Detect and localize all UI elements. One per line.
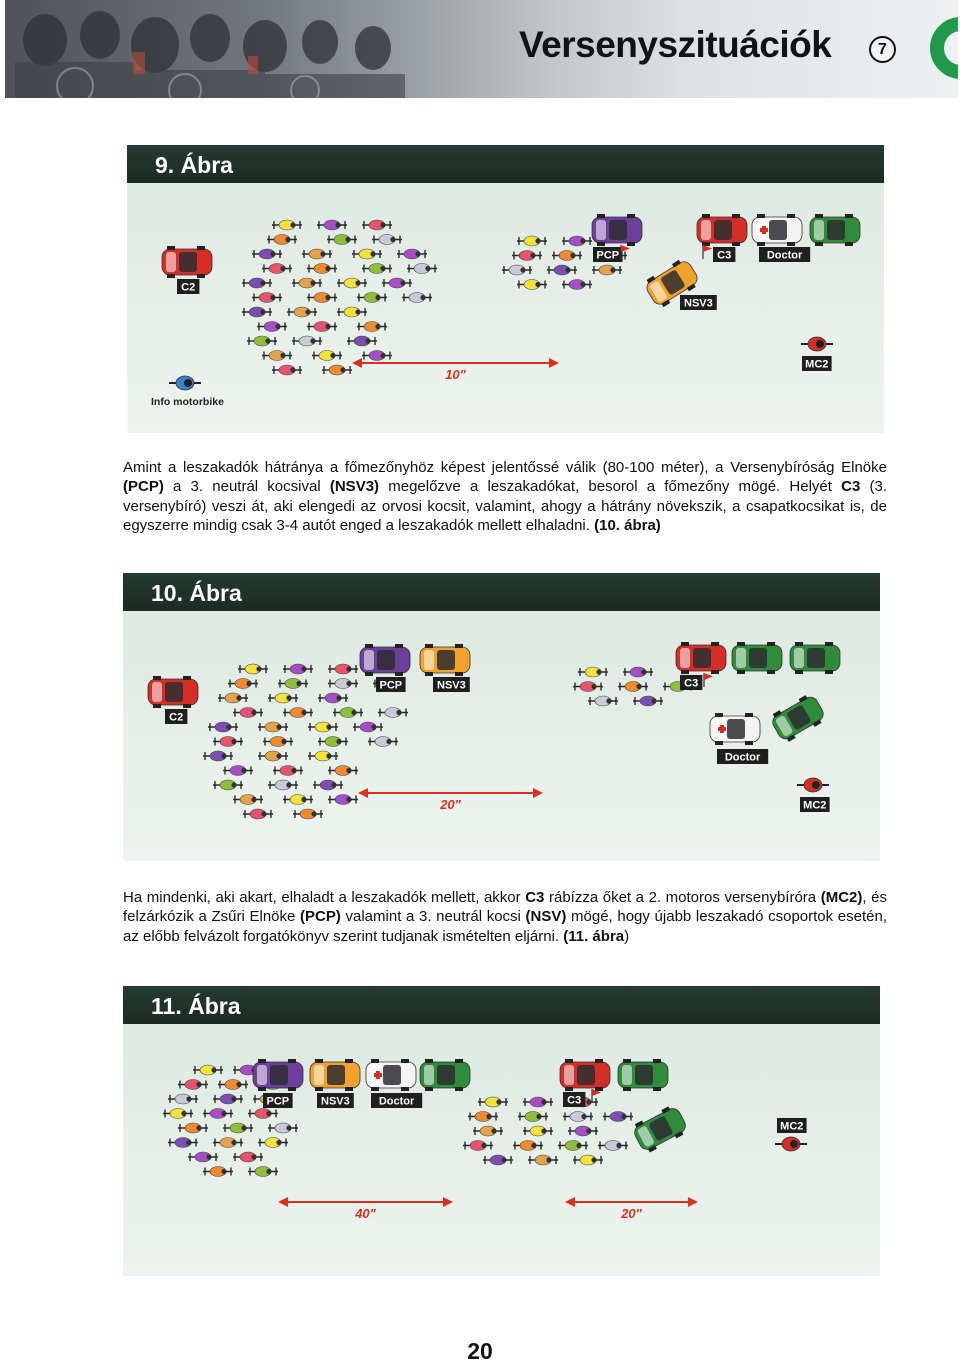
distance-arrow-10s — [352, 358, 559, 382]
cyclist-icon — [257, 322, 287, 332]
cyclist-icon — [213, 1094, 243, 1104]
cyclist-icon — [252, 293, 282, 303]
car-team-3 — [768, 692, 827, 745]
cyclist-icon — [317, 220, 347, 230]
motorbike-mc2 — [775, 1137, 807, 1151]
figure-10-title: 10. Ábra — [123, 573, 880, 611]
p2-bold-pcp: (PCP) — [300, 908, 341, 926]
cyclist-icon — [327, 235, 357, 245]
cyclist-icon — [382, 278, 412, 288]
car-team-2 — [618, 1059, 668, 1091]
car-doctor — [366, 1059, 416, 1091]
svg-text:C3: C3 — [717, 249, 732, 262]
label-nsv3 — [317, 1093, 354, 1108]
cyclist-icon — [573, 682, 603, 692]
cyclist-icon — [483, 1155, 513, 1165]
car-c2 — [148, 676, 198, 708]
cyclist-icon — [228, 679, 258, 689]
cyclist-icon — [263, 737, 293, 747]
distance-arrow-20s — [358, 788, 543, 812]
car-pcp — [592, 214, 642, 246]
p2-text-5: mögé, hogy újabb leszakadó csoportok esetén, az előbb felvázolt forgatókönyv szerint tudjanak ismételten eljárni. — [123, 908, 887, 945]
label-doctor — [371, 1093, 422, 1108]
p2-bold-mc2: (MC2) — [820, 889, 863, 906]
p2-text-6: ) — [624, 927, 630, 945]
p2-text-3: , és felzárkózik a Zsűri Elnöke — [123, 889, 887, 926]
car-team-2 — [790, 642, 840, 674]
cyclist-icon — [478, 1097, 508, 1107]
label-c3 — [563, 1092, 585, 1107]
cyclist-icon — [178, 1123, 208, 1133]
cyclist-icon — [362, 220, 392, 230]
cyclist-icon — [573, 1155, 603, 1165]
cyclist-icon — [307, 322, 337, 332]
svg-text:C3: C3 — [684, 677, 699, 690]
cyclist-icon — [283, 664, 313, 674]
car-nsv3 — [310, 1059, 360, 1091]
cyclist-icon — [357, 293, 387, 303]
cyclist-icon — [337, 278, 367, 288]
cyclist-icon — [513, 1141, 543, 1151]
cyclist-icon — [328, 795, 358, 805]
cyclist-icon — [372, 235, 402, 245]
svg-text:NSV3: NSV3 — [684, 297, 713, 310]
cyclist-icon — [308, 722, 338, 732]
svg-text:Doctor: Doctor — [378, 1095, 415, 1108]
label-doctor — [759, 247, 810, 262]
label-nsv3 — [433, 677, 470, 692]
cyclist-icon — [562, 236, 592, 246]
cyclist-icon — [213, 1138, 243, 1148]
car-c2 — [162, 246, 212, 278]
cyclist-icon — [272, 220, 302, 230]
cyclist-icon — [302, 249, 332, 259]
cyclist-icon — [633, 696, 663, 706]
car-team-1 — [420, 1059, 470, 1091]
cyclist-icon — [258, 722, 288, 732]
cyclist-icon — [233, 708, 263, 718]
info-motorbike — [169, 376, 201, 390]
cyclist-icon — [292, 278, 322, 288]
cyclist-icon — [528, 1155, 558, 1165]
cyclist-icon — [473, 1126, 503, 1136]
motorbike-mc2 — [797, 778, 829, 792]
figure-11 — [123, 986, 880, 1276]
distance-arrow-20s — [565, 1197, 698, 1221]
cyclist-icon — [592, 265, 622, 275]
cyclist-icon — [362, 351, 392, 361]
cyclist-icon — [283, 795, 313, 805]
cyclist-icon — [337, 307, 367, 317]
car-doctor — [710, 713, 760, 745]
car-team — [810, 214, 860, 246]
svg-text:C2: C2 — [181, 281, 196, 294]
cyclist-icon — [618, 682, 648, 692]
cyclist-icon — [463, 1141, 493, 1151]
cyclist-icon — [517, 236, 547, 246]
cyclist-icon — [248, 1167, 278, 1177]
cyclist-icon — [223, 766, 253, 776]
chapter-banner — [5, 0, 958, 98]
cyclist-icon — [397, 249, 427, 259]
figure-11-diagram — [123, 986, 880, 1276]
p1-bold-figure-ref: (10. ábra) — [594, 517, 661, 535]
svg-text:MC2: MC2 — [805, 358, 829, 371]
p2-text-4: valamint a 3. neutrál kocsi — [340, 908, 526, 926]
p2-bold-figure-ref: (11. ábra — [563, 927, 625, 945]
motorbike-mc2 — [801, 337, 833, 351]
label-pcp — [376, 677, 406, 692]
figure-10 — [123, 573, 880, 861]
red-flag-icon — [704, 673, 713, 687]
svg-text:C3: C3 — [567, 1094, 582, 1107]
label-c2 — [165, 709, 187, 724]
cyclist-icon — [223, 1123, 253, 1133]
cyclist-icon — [203, 1167, 233, 1177]
cyclist-icon — [278, 679, 308, 689]
cyclist-icon — [333, 708, 363, 718]
cyclist-icon — [468, 1112, 498, 1122]
svg-text:PCP: PCP — [379, 679, 403, 692]
p2-text-2: rábízza őket a 2. motoros versenybíróra — [544, 889, 821, 906]
cyclist-icon — [218, 693, 248, 703]
p1-text-3: megelőzve a leszakadókat, besorol a főmezőny mögé. Helyét — [379, 478, 842, 496]
cyclist-icon — [248, 1109, 278, 1119]
distance-arrow-40s — [278, 1197, 453, 1221]
cyclist-icon — [523, 1097, 553, 1107]
p1-text-1: Amint a leszakadók hátránya a főmezőnyhöz képest jelentőssé válik (80-100 méter), a Versenybíróság Elnöke — [123, 459, 887, 476]
svg-text:Doctor: Doctor — [724, 751, 761, 764]
cyclist-icon — [368, 737, 398, 747]
cyclist-icon — [268, 693, 298, 703]
p2-text-1: Ha mindenki, aki akart, elhaladt a leszakadók mellett, akkor — [123, 889, 526, 906]
cyclist-icon — [218, 1080, 248, 1090]
p1-text-2: a 3. neutrál kocsival — [163, 478, 330, 496]
cyclist-icon — [262, 351, 292, 361]
svg-text:C2: C2 — [169, 711, 184, 724]
p1-bold-c3: C3 — [841, 478, 861, 496]
cyclist-icon — [603, 1112, 633, 1122]
cyclist-icon — [258, 1138, 288, 1148]
svg-text:NSV3: NSV3 — [437, 679, 466, 692]
cyclist-icon — [283, 708, 313, 718]
cyclist-icon — [273, 766, 303, 776]
cyclist-icon — [268, 1123, 298, 1133]
cyclist-icon — [517, 280, 547, 290]
car-team-3 — [630, 1103, 689, 1155]
cyclist-icon — [203, 1109, 233, 1119]
svg-text:40": 40" — [355, 1206, 376, 1221]
cyclist-icon — [242, 307, 272, 317]
page-number: 20 — [467, 1338, 493, 1364]
label-pcp — [593, 247, 623, 262]
cyclist-icon — [267, 235, 297, 245]
cyclist-icon — [208, 722, 238, 732]
p2-bold-c3: C3 — [525, 889, 545, 906]
label-nsv3 — [680, 295, 717, 310]
svg-text:MC2: MC2 — [803, 799, 827, 812]
cyclist-icon — [308, 751, 338, 761]
cyclist-icon — [328, 679, 358, 689]
cyclist-icon — [272, 365, 302, 375]
cyclist-icon — [588, 696, 618, 706]
label-c2 — [177, 279, 199, 294]
p1-bold-pcp: (PCP) — [123, 478, 164, 496]
cyclist-icon — [362, 264, 392, 274]
cyclist-icon — [328, 664, 358, 674]
logo-ring-icon — [925, 0, 958, 98]
cyclist-icon — [512, 251, 542, 261]
car-team-1 — [732, 642, 782, 674]
cyclist-icon — [258, 751, 288, 761]
car-pcp — [253, 1059, 303, 1091]
cyclist-icon — [252, 249, 282, 259]
cyclist-icon — [523, 1126, 553, 1136]
svg-text:PCP: PCP — [266, 1095, 290, 1108]
figure-11-title: 11. Ábra — [123, 986, 880, 1024]
cyclist-icon — [268, 780, 298, 790]
cyclist-icon — [262, 264, 292, 274]
cyclist-icon — [378, 708, 408, 718]
label-c3 — [713, 247, 735, 262]
car-c3 — [560, 1059, 610, 1091]
cyclist-icon — [328, 766, 358, 776]
cyclist-icon — [552, 251, 582, 261]
label-mc2 — [777, 1118, 807, 1133]
cyclist-icon — [578, 667, 608, 677]
svg-text:NSV3: NSV3 — [321, 1095, 350, 1108]
paragraph-1 — [123, 458, 887, 536]
cyclist-icon — [213, 737, 243, 747]
cyclist-icon — [307, 293, 337, 303]
cyclist-icon — [287, 307, 317, 317]
car-doctor — [752, 214, 802, 246]
cyclist-icon — [292, 336, 322, 346]
label-mc2 — [800, 797, 830, 812]
label-pcp — [263, 1093, 293, 1108]
cyclist-icon — [402, 293, 432, 303]
chapter-title: Versenyszituációk — [519, 24, 832, 65]
chapter-number-badge: 7 — [869, 36, 896, 63]
label-doctor — [717, 749, 768, 764]
cyclist-icon — [313, 780, 343, 790]
cyclist-icon — [188, 1152, 218, 1162]
cyclist-icon — [547, 265, 577, 275]
cyclist-icon — [502, 265, 532, 275]
cyclist-icon — [233, 1152, 263, 1162]
cyclist-icon — [568, 1126, 598, 1136]
cyclist-icon — [558, 1141, 588, 1151]
cyclist-icon — [247, 336, 277, 346]
label-c3 — [680, 675, 702, 690]
svg-text:Doctor: Doctor — [766, 249, 803, 262]
cyclist-icon — [318, 693, 348, 703]
cyclist-icon — [203, 751, 233, 761]
cyclist-icon — [312, 351, 342, 361]
cyclist-icon — [357, 322, 387, 332]
cyclist-icon — [168, 1138, 198, 1148]
car-nsv3 — [420, 644, 470, 676]
label-mc2 — [802, 356, 832, 371]
cyclist-icon — [318, 737, 348, 747]
cyclist-icon — [322, 365, 352, 375]
cyclist-icon — [623, 667, 653, 677]
cyclist-icon — [168, 1094, 198, 1104]
car-pcp — [360, 644, 410, 676]
cyclist-icon — [352, 249, 382, 259]
car-c3 — [697, 214, 747, 246]
svg-text:MC2: MC2 — [780, 1120, 804, 1133]
figure-10-diagram — [123, 573, 880, 861]
cyclist-icon — [347, 336, 377, 346]
svg-text:20": 20" — [440, 797, 461, 812]
figure-9-diagram — [127, 145, 884, 433]
figure-9 — [127, 145, 884, 433]
cyclist-icon — [293, 809, 323, 819]
svg-text:PCP: PCP — [596, 249, 620, 262]
cyclist-icon — [598, 1141, 628, 1151]
svg-text:10": 10" — [445, 367, 466, 382]
cyclist-icon — [353, 722, 383, 732]
cyclist-icon — [562, 280, 592, 290]
paragraph-2 — [123, 888, 887, 946]
cyclist-icon — [242, 278, 272, 288]
cyclist-icon — [238, 664, 268, 674]
cyclist-icon — [518, 1112, 548, 1122]
red-flag-icon — [703, 245, 712, 259]
cyclist-icon — [243, 809, 273, 819]
figure-9-title: 9. Ábra — [127, 145, 884, 183]
p2-bold-nsv: (NSV) — [525, 908, 567, 926]
label-info-motorbike: Info motorbike — [151, 396, 224, 408]
cyclist-icon — [307, 264, 337, 274]
cyclist-icon — [178, 1080, 208, 1090]
car-c3 — [676, 642, 726, 674]
cyclist-icon — [563, 1112, 593, 1122]
p1-bold-nsv3: (NSV3) — [329, 478, 380, 496]
svg-text:20": 20" — [621, 1206, 642, 1221]
cyclist-icon — [163, 1109, 193, 1119]
cyclist-icon — [233, 795, 263, 805]
cyclist-icon — [193, 1065, 223, 1075]
cyclist-icon — [407, 264, 437, 274]
cyclist-icon — [213, 780, 243, 790]
p1-text-4: (3. versenybíró) veszi át, aki elengedi az orvosi kocsit, valamint, ahogy a hátrány növekszik, a csapatkocsikat is, de egyszerre mindig csak 3-4 autót enged a leszakadók mellett elhaladni. — [123, 478, 888, 535]
